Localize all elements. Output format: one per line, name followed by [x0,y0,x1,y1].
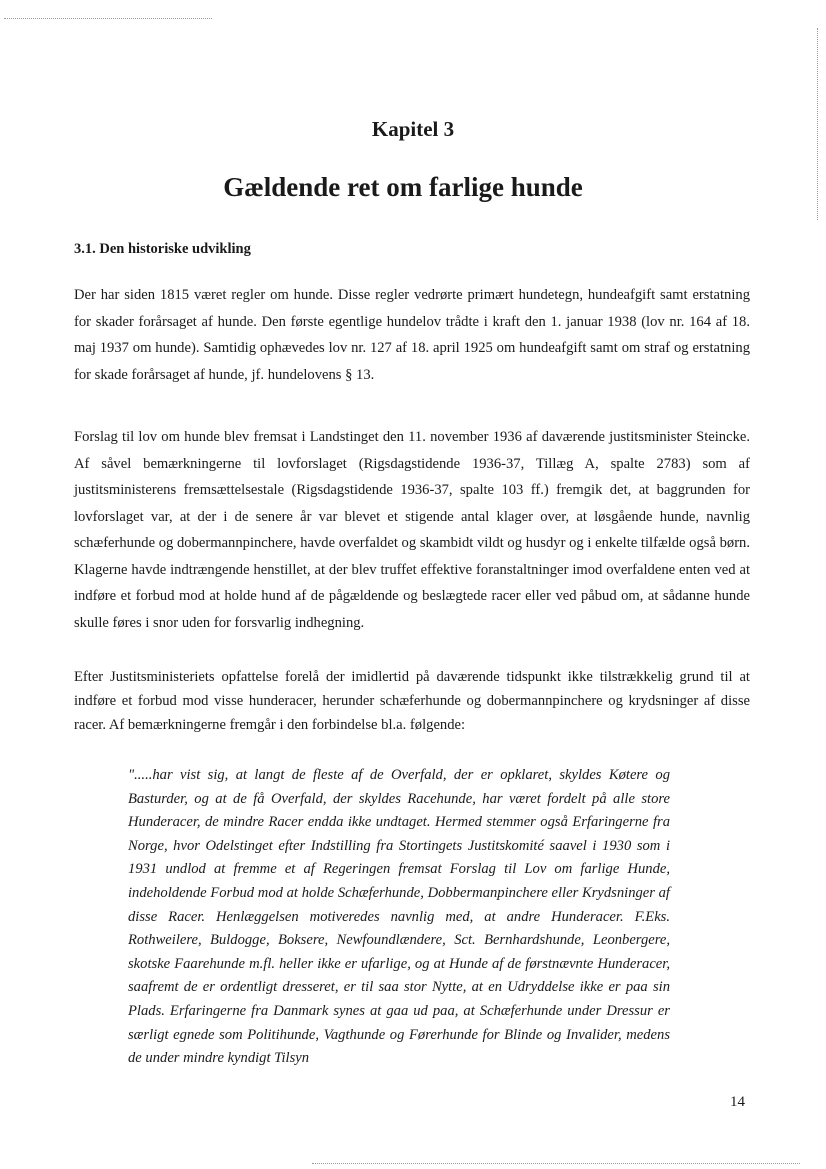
scan-edge-top [4,18,212,19]
section-heading: 3.1. Den historiske udvikling [74,241,251,257]
page-number: 14 [730,1094,745,1110]
block-quote: ".....har vist sig, at langt de fleste af de Overfald, der er opklaret, skyldes Køtere og Basturder, og at de få Overfald, der skyldes Racehunde, har været fordelt på alle store Hunderacer, de mindre Racer endda ikke undtaget. Hermed stemmer også Erfaringerne fra Norge, hvor Odelstinget efter Indstilling fra Stortingets Justitskomité saavel i 1930 som i 1931 undlod at fremme et af Regeringen fremsat Forslag til Lov om farlige Hunde, indeholdende Forbud mod at holde Schæferhunde, Dobbermanpinchere eller Krydsninger af disse Racer. Henlæggelsen motiveredes navnlig med, at andre Hunderacer. F.Eks. Rothweilere, Buldogge, Boksere, Newfoundlændere, Sct. Bernhardshunde, Leonbergere, skotske Faarehunde m.fl. heller ikke er ufarlige, og at Hunde af de førstnævnte Hunderacer, saafremt de er ordentligt dresseret, er til saa stor Nytte, at en Udryddelse ikke er paa sin Plads. Erfaringerne fra Danmark synes at gaa ud paa, at Schæferhunde under Dressur er særligt egnede som Politihunde, Vagthunde og Førerhunde for Blinde og Invalider, medens de under mindre kyndigt Tilsyn [128,767,670,1067]
paragraph-history: Der har siden 1815 været regler om hunde. Disse regler vedrørte primært hundetegn, hundeafgift samt erstatning for skader forårsaget af hunde. Den første egentlige hundelov trådte i kraft den 1. januar 1938 (lov nr. 164 af 18. maj 1937 om hunde). Samtidig ophævedes lov nr. 127 af 18. april 1925 om hundeafgift samt om straf og erstatning for skade forårsaget af hunde, jf. hundelovens § 13. [74,287,750,383]
scan-edge-bottom [312,1163,800,1164]
chapter-title: Gældende ret om farlige hunde [223,172,583,202]
paragraph-bill-proposal: Forslag til lov om hunde blev fremsat i Landstinget den 11. november 1936 af daværende justitsminister Steincke. Af såvel bemærkningerne til lovforslaget (Rigsdagstidende 1936-37, Tillæg A, spalte 2783) som af justitsministerens fremsættelsestale (Rigsdagstidende 1936-37, spalte 103 ff.) fremgik det, at baggrunden for lovforslaget var, at der i de senere år var blevet et stigende antal klager over, at løsgående hunde, navnlig schæferhunde og dobermannpinchere, havde overfaldet og skambidt vildt og husdyr og i enkelte tilfælde også børn. Klagerne havde indtrængende henstillet, at der blev truffet effektive foranstaltninger imod overfaldene enten ved at indføre et forbud mod at holde hund af de pågældende og beslægtede racer eller ved påbud om, at sådanne hunde skulle føres i snor uden for forsvarlig indhegning. [74,429,750,631]
paragraph-ministry-view: Efter Justitsministeriets opfattelse forelå der imidlertid på daværende tidspunkt ikke tilstrækkelig grund til at indføre et forbud mod visse hunderacer, herunder schæferhunde og dobermannpinchere og krydsninger af disse racer. Af bemærkningerne fremgår i den forbindelse bl.a. følgende: [74,669,750,733]
chapter-label: Kapitel 3 [371,117,455,141]
